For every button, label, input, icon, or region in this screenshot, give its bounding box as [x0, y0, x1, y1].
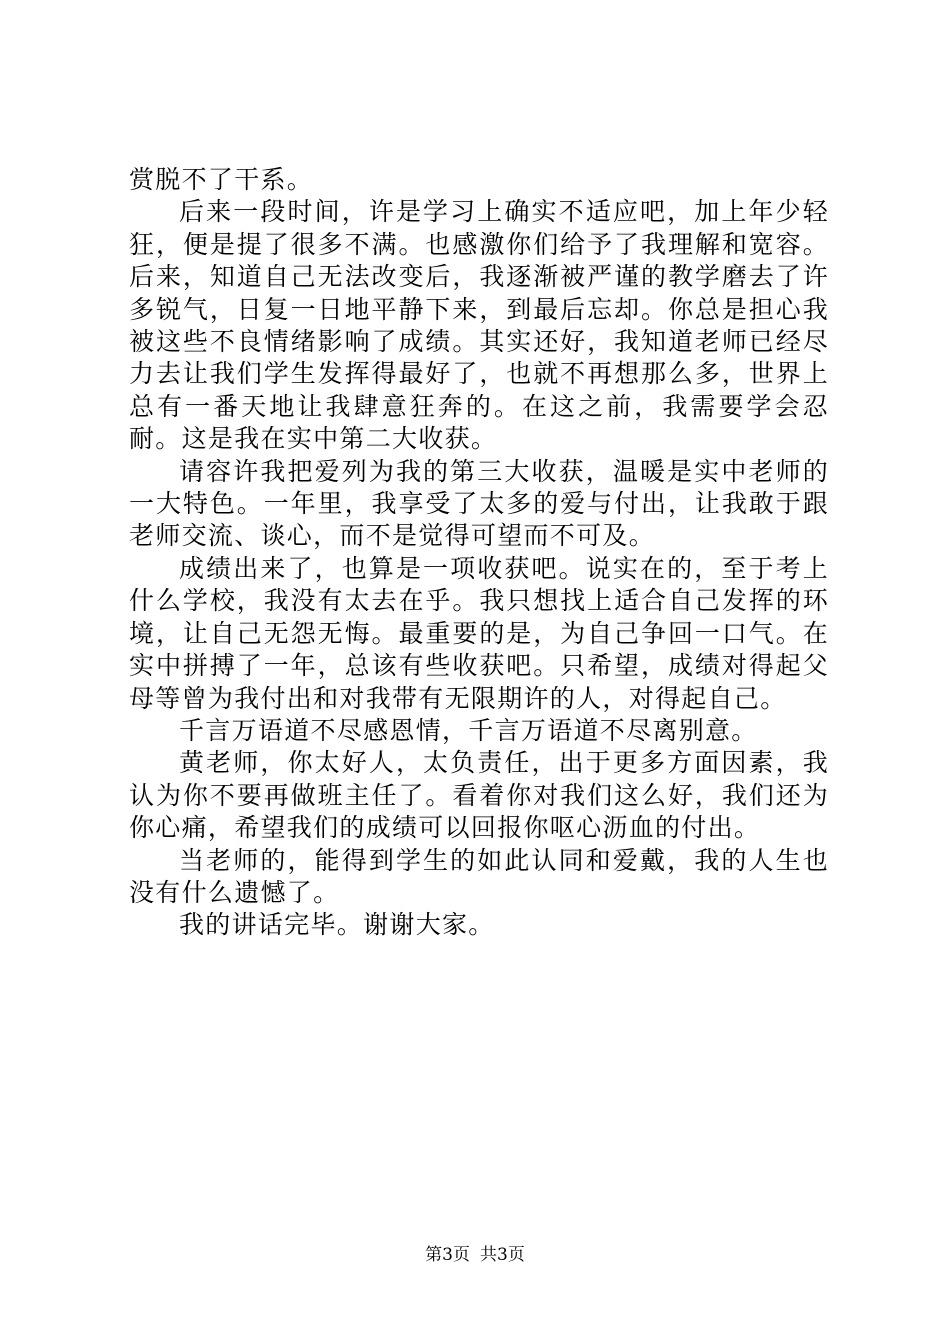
page-total: 共3页 — [480, 1245, 525, 1265]
paragraph: 我的讲话完毕。谢谢大家。 — [179, 910, 495, 940]
paragraph: 后来一段时间，许是学习上确实不适应吧，加上年少轻狂，便是提了很多不满。也感激你们给予了我理解和宽容。后来，知道自己无法改变后，我逐渐被严谨的教学磨去了许多锐气，日复一日地平静下来，到最后忘却。你总是担心我被这些不良情绪影响了成绩。其实还好，我知道老师已经尽力去让我们学生发挥得最好了，也就不再想那么多，世界上总有一番天地让我肆意狂奔的。在这之前，我需要学会忍耐。这是我在实中第二大收获。 — [129, 197, 829, 454]
paragraph: 成绩出来了，也算是一项收获吧。说实在的，至于考上什么学校，我没有太去在乎。我只想找上适合自己发挥的环境，让自己无怨无悔。最重要的是，为自己争回一口气。在实中拼搏了一年，总该有些收获吧。只希望，成绩对得起父母等曾为我付出和对我带有无限期许的人，对得起自己。 — [129, 553, 829, 713]
paragraph: 当老师的，能得到学生的如此认同和爱戴，我的人生也没有什么遗憾了。 — [129, 845, 829, 907]
document-body — [129, 164, 829, 942]
paragraph-continuation: 赏脱不了干系。 — [129, 165, 314, 194]
paragraph: 黄老师，你太好人，太负责任，出于更多方面因素，我认为你不要再做班主任了。看着你对我们这么好，我们还为你心痛，希望我们的成绩可以回报你呕心沥血的付出。 — [129, 748, 829, 843]
page-number: 第3页 — [425, 1245, 470, 1265]
paragraph: 请容许我把爱列为我的第三大收获，温暖是实中老师的一大特色。一年里，我享受了太多的爱与付出，让我敢于跟老师交流、谈心，而不是觉得可望而不可及。 — [129, 456, 829, 551]
paragraph: 千言万语道不尽感恩情，千言万语道不尽离别意。 — [179, 715, 758, 745]
page-footer — [0, 1244, 950, 1266]
